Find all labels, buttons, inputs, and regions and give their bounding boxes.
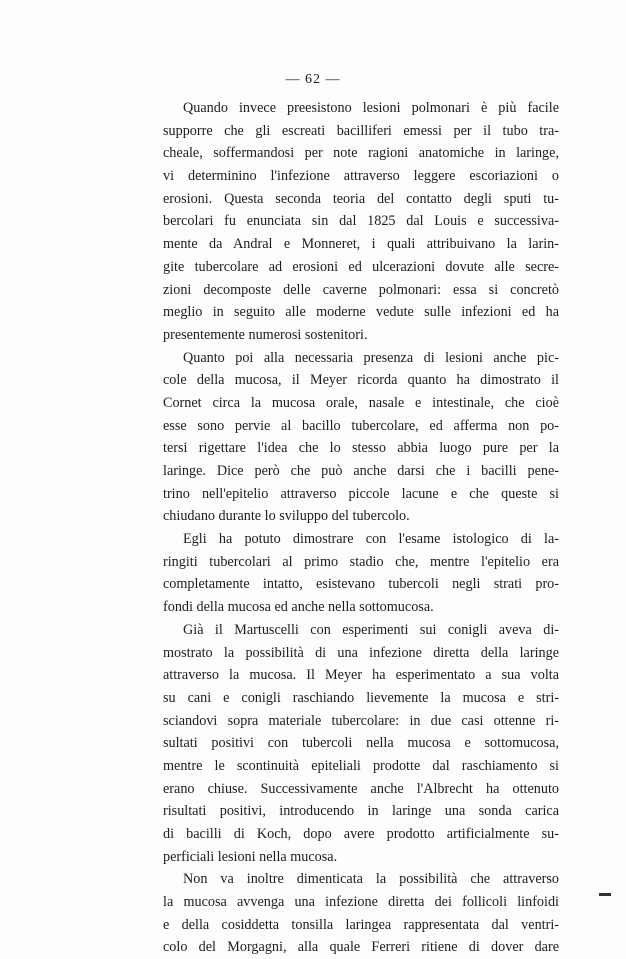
text-line: attraverso la mucosa. Il Meyer ha esperimentato a sua volta — [163, 667, 559, 684]
text-line: Egli ha potuto dimostrare con l'esame istologico di la- — [183, 531, 559, 548]
text-line: tersi rigettare l'idea che lo stesso abbia luogo pure per la — [163, 440, 559, 457]
page-number: — 62 — — [285, 72, 341, 87]
text-line: bercolari fu enunciata sin dal 1825 dal Louis e successiva- — [163, 213, 559, 230]
text-line: Quanto poi alla necessaria presenza di lesioni anche pic- — [183, 349, 559, 366]
paragraph-3 — [163, 528, 559, 619]
text-line: esse sono pervie al bacillo tubercolare, ed afferma non po- — [163, 417, 559, 434]
paragraph-2 — [163, 347, 559, 529]
paragraph-1 — [163, 97, 559, 347]
text-line: cole della mucosa, il Meyer ricorda quanto ha dimostrato il — [163, 372, 559, 389]
text-line: fondi della mucosa ed anche nella sottomucosa. — [163, 599, 434, 616]
text-line: laringe. Dice però che può anche darsi che i bacilli pene- — [163, 463, 559, 479]
text-line: trino nell'epitelio attraverso piccole lacune e che queste si — [163, 485, 559, 502]
text-line: la mucosa avvenga una infezione diretta dei follicoli linfoidi — [163, 894, 559, 911]
text-line: risultati positivi, introducendo in laringe una sonda carica — [163, 803, 559, 820]
text-line: perficiali lesioni nella mucosa. — [163, 848, 338, 865]
text-line: completamente intatto, esistevano tubercoli negli strati pro- — [163, 576, 559, 593]
scan-mark — [599, 893, 611, 896]
paragraph-4 — [163, 619, 559, 869]
text-line: sultati positivi con tubercoli nella mucosa e sottomucosa, — [163, 735, 559, 752]
paragraph-5 — [163, 868, 559, 959]
text-line: di bacilli di Koch, dopo avere prodotto artificialmente su- — [163, 826, 559, 842]
text-line: mente da Andral e Monneret, i quali attribuivano la larin- — [163, 236, 559, 253]
text-line: Cornet circa la mucosa orale, nasale e intestinale, che cioè — [163, 394, 559, 411]
text-line: Già il Martuscelli con esperimenti sui conigli aveva di- — [183, 621, 559, 638]
text-line: vi determinino l'infezione attraverso leggere escoriazioni o — [163, 168, 559, 185]
text-line: su cani e conigli raschiando lievemente la mucosa e stri- — [163, 689, 559, 706]
text-line: sciandovi sopra materiale tubercolare: in due casi ottenne ri- — [163, 712, 559, 729]
text-line: erano chiuse. Successivamente anche l'Albrecht ha ottenuto — [163, 780, 559, 797]
text-line: e della cosiddetta tonsilla laringea rappresentata dal ventri- — [163, 916, 559, 933]
text-line: erosioni. Questa seconda teoria del contatto degli sputi tu- — [163, 190, 559, 207]
text-line: zioni decomposte delle caverne polmonari: essa si concretò — [163, 281, 559, 298]
text-line: supporre che gli escreati bacilliferi emessi per il tubo tra- — [163, 122, 559, 139]
text-line: mostrato la possibilità di una infezione diretta della laringe — [163, 644, 559, 661]
text-line: cheale, soffermandosi per note ragioni anatomiche in laringe, — [163, 145, 559, 162]
text-line: mentre le scontinuità epiteliali prodotte dal raschiamento si — [163, 757, 559, 774]
text-line: Non va inoltre dimenticata la possibilità che attraverso — [183, 871, 559, 888]
body-text — [163, 97, 559, 959]
text-line: colo del Morgagni, alla quale Ferreri ritiene di dover dare — [163, 939, 559, 956]
text-line: meglio in seguito alle moderne vedute sulle infezioni ed ha — [163, 304, 559, 321]
text-line: gite tubercolare ad erosioni ed ulcerazioni dovute alle secre- — [163, 258, 559, 275]
text-line: chiudano durante lo sviluppo del tubercolo. — [163, 508, 410, 525]
text-line: presentemente numerosi sostenitori. — [163, 326, 368, 343]
text-line: ringiti tubercolari al primo stadio che, mentre l'epitelio era — [163, 553, 559, 570]
text-line: Quando invece preesistono lesioni polmonari è più facile — [183, 100, 559, 116]
